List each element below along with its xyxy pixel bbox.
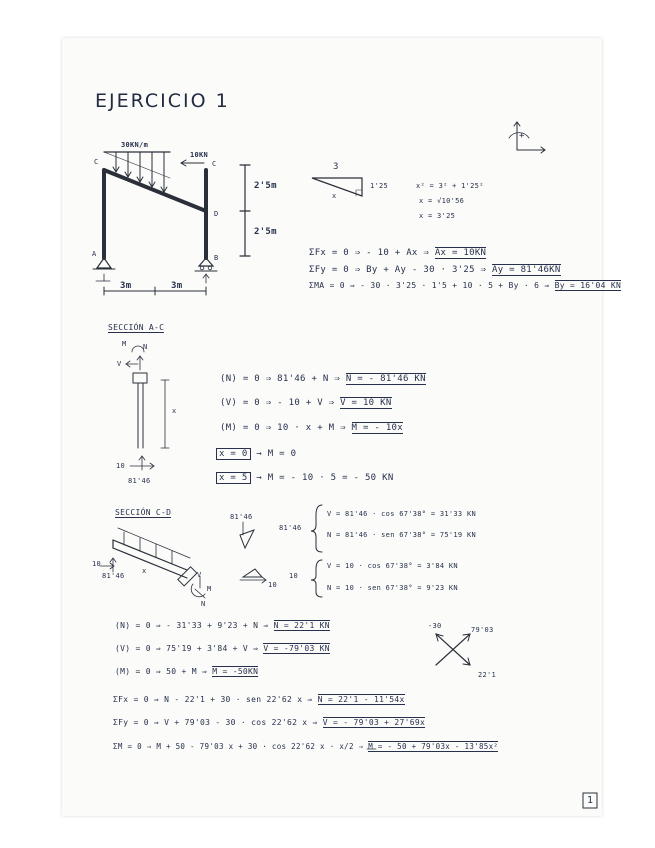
inclined-beam (104, 170, 206, 211)
result: M = -50KN (212, 667, 259, 676)
equation: (N) = 0 ⇒ 81'46 + N ⇒ (220, 374, 341, 384)
result: Ax = 10KN (434, 248, 487, 258)
equation: ΣFx = 0 ⇒ N - 22'1 + 30 · sen 22'62 x ⇒ (113, 695, 313, 704)
fbd-force: 10 (92, 560, 102, 568)
fbd-label: M (207, 585, 212, 593)
equation: ΣMA = 0 ⇒ - 30 · 3'25 · 1'5 + 10 · 5 + By · 6 ⇒ (309, 281, 550, 290)
triangle-side-top: 3 (333, 162, 339, 172)
section-eq-row (220, 423, 403, 433)
case-row (216, 473, 394, 483)
case-value: x = 0 (216, 448, 251, 460)
page-number: 1 (587, 795, 594, 806)
point-load-label: 10KN (190, 151, 209, 159)
equilibrium-row (309, 281, 621, 290)
result: M = - 50 + 79'03x - 13'85x² (368, 742, 499, 751)
result: N = 22'1 KN (273, 621, 330, 630)
distributed-load-label: 30KN/m (121, 141, 149, 149)
section-eq-row (220, 374, 426, 384)
force-label: 10 (268, 581, 278, 589)
equilibrium-row (309, 265, 561, 275)
section-heading: SECCIÓN C-D (115, 508, 172, 517)
span-label-right: 3m (171, 281, 183, 291)
equilibrium-row (309, 248, 486, 258)
force-label: 81'46 (279, 524, 302, 532)
fbd-label: N (201, 600, 206, 608)
case-result: → M = 0 (256, 449, 297, 459)
case-value: x = 5 (216, 472, 251, 484)
result: V = - 79'03 + 27'69x (322, 718, 426, 727)
section-eq-row (115, 621, 330, 630)
component-line: N = 10 · sen 67'38° = 9'23 KN (327, 584, 458, 592)
force-sketch-1 (240, 530, 254, 548)
fbd-label: N (143, 343, 148, 351)
fbd-force: 10 (116, 462, 126, 470)
triangle-hypotenuse: x (332, 192, 337, 200)
vector-label: -30 (428, 622, 442, 630)
equation: ΣM = 0 ⇒ M + 50 - 79'03 x + 30 · cos 22'62 x · x/2 ⇒ (113, 742, 364, 751)
pythagoras-line: x = √10'56 (419, 197, 465, 205)
node-label: C (94, 158, 99, 166)
equation: ΣFx = 0 ⇒ - 10 + Ax ⇒ (309, 248, 430, 258)
height-label-top: 2'5m (254, 181, 277, 191)
page-title: EJERCICIO 1 (95, 90, 230, 112)
equation: (N) = 0 ⇒ - 31'33 + 9'23 + N ⇒ (115, 621, 269, 630)
node-label: A (92, 250, 97, 258)
axes-sign: + (519, 131, 525, 141)
pythagoras-line: x² = 3² + 1'25² (416, 182, 484, 190)
result: M = - 10x (351, 423, 403, 433)
node-label: D (214, 210, 219, 218)
force-sketch-2 (243, 569, 262, 577)
pythagoras-line: x = 3'25 (419, 212, 456, 220)
force-label: 81'46 (230, 513, 253, 521)
final-eq-row (113, 718, 425, 727)
section-cut-ac (133, 373, 147, 383)
fbd-label: V (197, 571, 202, 579)
equation: (V) = 0 ⇒ 75'19 + 3'84 + V ⇒ (115, 644, 259, 653)
case-result: → M = - 10 · 5 = - 50 KN (256, 473, 394, 483)
node-label: B (214, 254, 219, 262)
section-heading: SECCIÓN A-C (108, 323, 165, 332)
section-eq-row (115, 667, 258, 676)
vector-label: 22'1 (478, 671, 497, 679)
final-eq-row (113, 695, 405, 704)
result: By = 16'04 KN (554, 281, 622, 290)
fbd-label: M (122, 340, 127, 348)
section-eq-row (115, 644, 330, 653)
equation: ΣFy = 0 ⇒ V + 79'03 - 30 · cos 22'62 x ⇒ (113, 718, 318, 727)
result: V = -79'03 KN (263, 644, 330, 653)
section-eq-row (220, 398, 392, 408)
equation: (M) = 0 ⇒ 10 · x + M ⇒ (220, 423, 346, 433)
equation: (V) = 0 ⇒ - 10 + V ⇒ (220, 398, 335, 408)
case-row (216, 449, 296, 459)
equation: (M) = 0 ⇒ 50 + M ⇒ (115, 667, 208, 676)
fbd-force: 81'46 (102, 572, 125, 580)
component-line: V = 10 · cos 67'38° = 3'84 KN (327, 562, 458, 570)
equation: ΣFy = 0 ⇒ By + Ay - 30 · 3'25 ⇒ (309, 265, 487, 275)
fbd-force: 81'46 (128, 477, 151, 485)
fbd-label: x (172, 407, 177, 415)
result: N = 22'1 - 11'54x (317, 695, 405, 704)
height-label-bottom: 2'5m (254, 227, 277, 237)
vector-label: 79'03 (471, 626, 494, 634)
final-eq-row (113, 742, 498, 751)
node-label: C (212, 160, 217, 168)
result: Ay = 81'46KN (492, 265, 561, 275)
fbd-label: x (142, 567, 147, 575)
geometry-triangle (312, 178, 362, 196)
component-line: V = 81'46 · cos 67'38° = 31'33 KN (327, 510, 476, 518)
fbd-label: V (117, 360, 122, 368)
span-label-left: 3m (120, 281, 132, 291)
component-line: N = 81'46 · sen 67'38° = 75'19 KN (327, 531, 476, 539)
force-label: 10 (289, 572, 299, 580)
triangle-side-right: 1'25 (370, 182, 389, 190)
result: V = 10 KN (340, 398, 392, 408)
result: N = - 81'46 KN (345, 374, 426, 384)
